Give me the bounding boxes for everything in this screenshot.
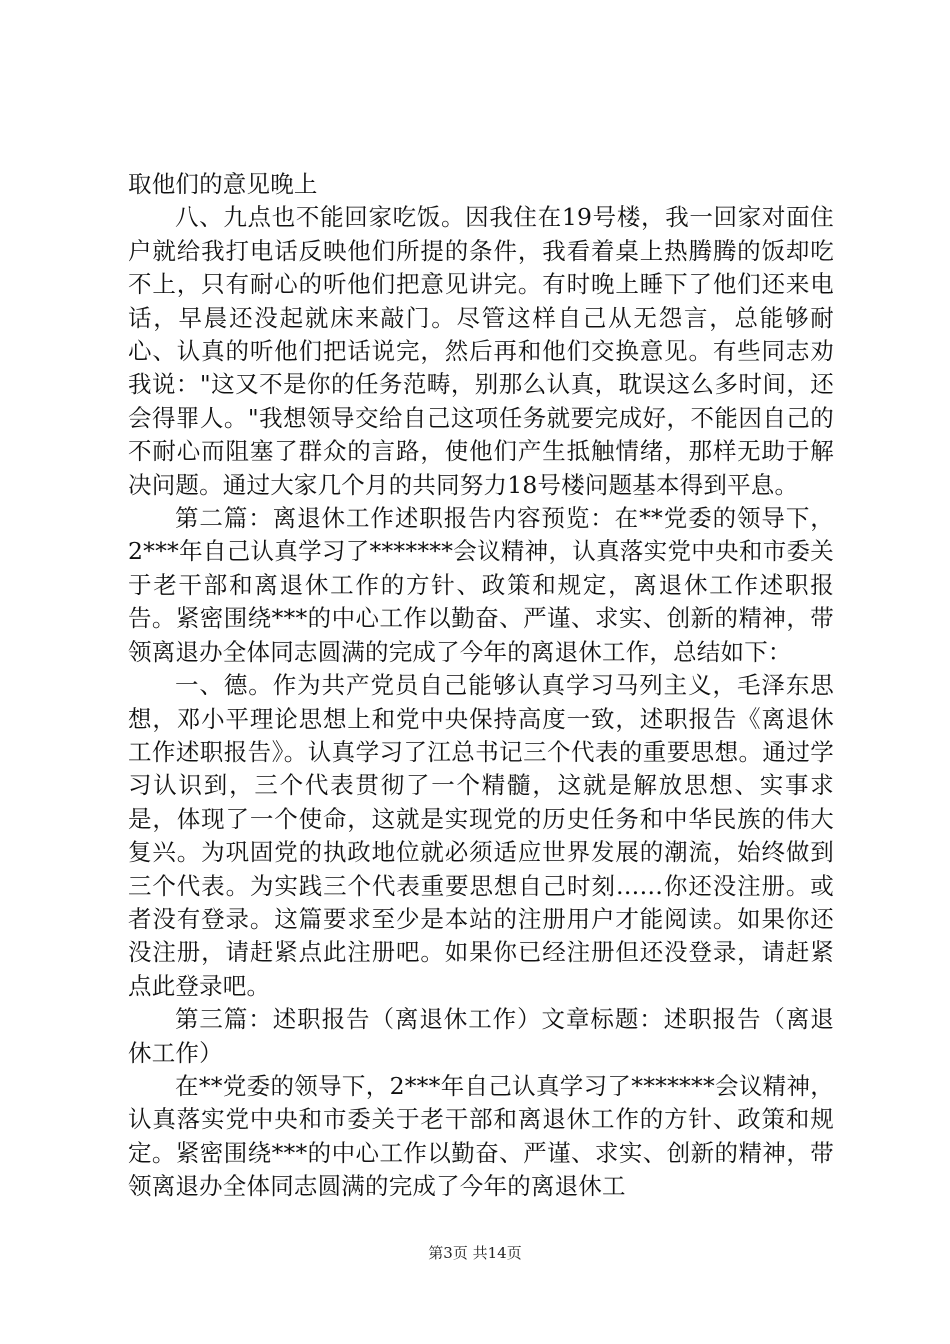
paragraph-continuation: 取他们的意见晚上: [128, 170, 318, 198]
page-number-footer: 第3页 共14页: [428, 1244, 522, 1262]
document-body: [128, 168, 834, 1204]
paragraph-virtue-section: 一、德。作为共产党员自己能够认真学习马列主义，毛泽东思想，邓小平理论思想上和党中央保持高度一致，述职报告《离退休工作述职报告》。认真学习了江总书记三个代表的重要思想。通过学习认识到，三个代表贯彻了一个精髓，这就是解放思想、实事求是，体现了一个使命，这就是实现党的历史任务和中华民族的伟大复兴。为巩固党的执政地位就必须适应世界发展的潮流，始终做到三个代表。为实践三个代表重要思想自己时刻……你还没注册。或者没有登录。这篇要求至少是本站的注册用户才能阅读。如果你还没注册，请赶紧点此注册吧。如果你已经注册但还没登录，请赶紧点此登录吧。: [128, 671, 834, 1000]
paragraph-third-article-title: 第三篇：述职报告（离退休工作）文章标题：述职报告（离退休工作）: [128, 1005, 834, 1067]
paragraph-second-article: 第二篇：离退休工作述职报告内容预览：在**党委的领导下，2***年自己认真学习了*******会议精神，认真落实党中央和市委关于老干部和离退休工作的方针、政策和规定，离退休工作述职报告。紧密围绕***的中心工作以勤奋、严谨、求实、创新的精神，带领离退办全体同志圆满的完成了今年的离退休工作，总结如下：: [128, 504, 834, 666]
paragraph-third-article-body: 在**党委的领导下，2***年自己认真学习了*******会议精神，认真落实党中央和市委关于老干部和离退休工作的方针、政策和规定。紧密围绕***的中心工作以勤奋、严谨、求实、创新的精神，带领离退办全体同志圆满的完成了今年的离退休工: [128, 1071, 834, 1201]
paragraph-item-eight: 八、九点也不能回家吃饭。因我住在19号楼，我一回家对面住户就给我打电话反映他们所提的条件，我看着桌上热腾腾的饭却吃不上，只有耐心的听他们把意见讲完。有时晚上睡下了他们还来电话，早晨还没起就床来敲门。尽管这样自己从无怨言，总能够耐心、认真的听他们把话说完，然后再和他们交换意见。有些同志劝我说："这又不是你的任务范畴，别那么认真，耽误这么多时间，还会得罪人。"我想领导交给自己这项任务就要完成好，不能因自己的不耐心而阻塞了群众的言路，使他们产生抵触情绪，那样无助于解决问题。通过大家几个月的共同努力18号楼问题基本得到平息。: [128, 203, 834, 499]
